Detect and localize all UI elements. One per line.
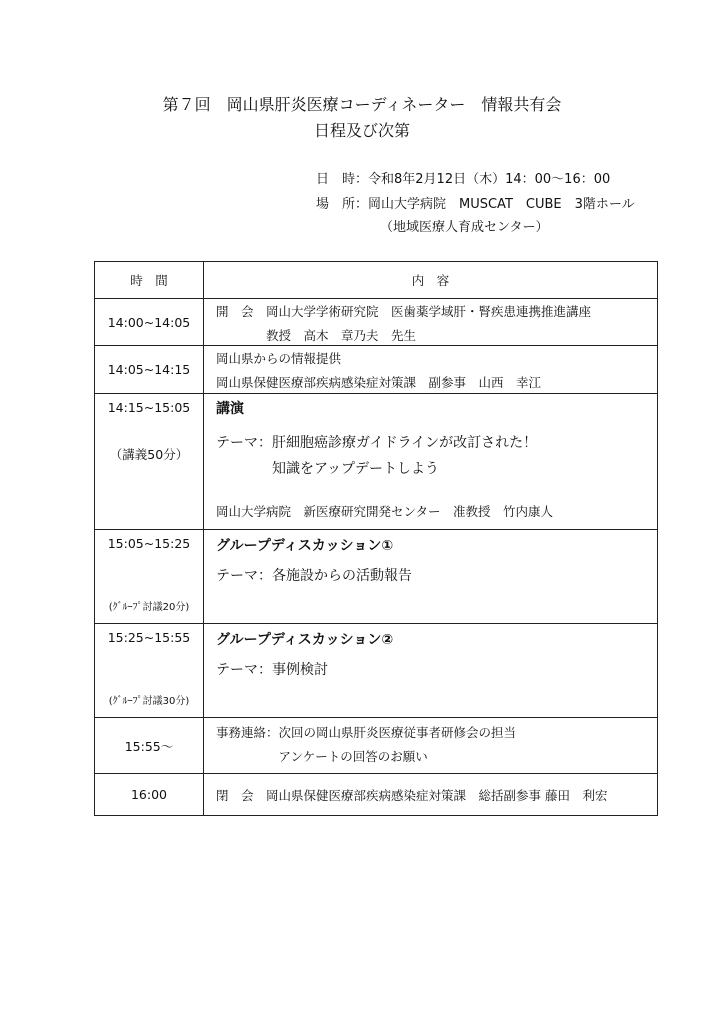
header-content: 内 容 bbox=[204, 262, 658, 299]
time-text: 14:00~14:05 bbox=[107, 314, 191, 330]
schedule-table bbox=[94, 261, 658, 816]
table-row bbox=[95, 530, 658, 624]
session-heading: グループディスカッション① bbox=[216, 538, 394, 554]
time-cell bbox=[95, 774, 204, 816]
content-line: 教授 高木 章乃夫 先生 bbox=[216, 328, 417, 343]
time-cell bbox=[95, 299, 204, 346]
table-row bbox=[95, 624, 658, 718]
time-text: 15:25~15:55 bbox=[107, 630, 191, 645]
content-line: 閉 会 岡山県保健医療部疾病感染症対策課 総括副参事 藤田 利宏 bbox=[216, 787, 608, 803]
document-title: 第７回 岡山県肝炎医療コーディネーター 情報共有会 bbox=[162, 95, 562, 114]
time-subtext: (ｸﾞﾙｰﾌﾟ討議20分) bbox=[108, 602, 190, 613]
place-subline: （地域医療人育成センター） bbox=[380, 220, 549, 235]
session-heading: 講演 bbox=[216, 401, 244, 417]
content-cell bbox=[204, 624, 658, 718]
header-time: 時 間 bbox=[95, 262, 204, 299]
content-line: アンケートの回答のお願い bbox=[216, 749, 428, 764]
session-heading: グループディスカッション② bbox=[216, 632, 394, 648]
time-cell bbox=[95, 346, 204, 394]
content-cell bbox=[204, 394, 658, 530]
content-line: 事務連絡：次回の岡山県肝炎医療従事者研修会の担当 bbox=[216, 725, 517, 740]
time-subtext: （講義50分） bbox=[109, 447, 189, 462]
table-row bbox=[95, 346, 658, 394]
date-line: 日 時：令和8年2月12日（木）14：00～16：00 bbox=[316, 172, 611, 187]
theme-line: テーマ：肝細胞癌診療ガイドラインが改訂された！ bbox=[216, 435, 538, 451]
time-subtext: (ｸﾞﾙｰﾌﾟ討議30分) bbox=[108, 696, 190, 707]
theme-line: テーマ：各施設からの活動報告 bbox=[216, 568, 412, 584]
time-text: 14:15~15:05 bbox=[107, 400, 191, 415]
speaker-line: 岡山大学病院 新医療研究開発センター 准教授 竹内康人 bbox=[216, 504, 554, 519]
time-cell bbox=[95, 718, 204, 774]
table-row bbox=[95, 718, 658, 774]
content-cell bbox=[204, 774, 658, 816]
table-header-row bbox=[95, 262, 658, 299]
content-cell bbox=[204, 718, 658, 774]
time-text: 15:05~15:25 bbox=[107, 536, 191, 551]
time-cell bbox=[95, 624, 204, 718]
document-subtitle: 日程及び次第 bbox=[313, 121, 410, 140]
table-row bbox=[95, 394, 658, 530]
time-cell bbox=[95, 530, 204, 624]
time-cell bbox=[95, 394, 204, 530]
content-cell bbox=[204, 530, 658, 624]
content-line: 岡山県保健医療部疾病感染症対策課 副参事 山西 幸江 bbox=[216, 375, 542, 390]
content-cell bbox=[204, 346, 658, 394]
content-cell bbox=[204, 299, 658, 346]
theme-line: 知識をアップデートしよう bbox=[216, 461, 440, 477]
place-line: 場 所：岡山大学病院 MUSCAT CUBE 3階ホール bbox=[316, 197, 635, 212]
theme-line: テーマ：事例検討 bbox=[216, 662, 328, 678]
time-text: 14:05~14:15 bbox=[107, 362, 191, 377]
time-text: 16:00 bbox=[130, 787, 168, 802]
content-line: 開 会 岡山大学学術研究院 医歯薬学域肝・腎疾患連携推進講座 bbox=[216, 304, 592, 319]
content-line: 岡山県からの情報提供 bbox=[216, 351, 342, 366]
time-text: 15:55～ bbox=[124, 738, 174, 754]
table-row bbox=[95, 299, 658, 346]
table-row bbox=[95, 774, 658, 816]
